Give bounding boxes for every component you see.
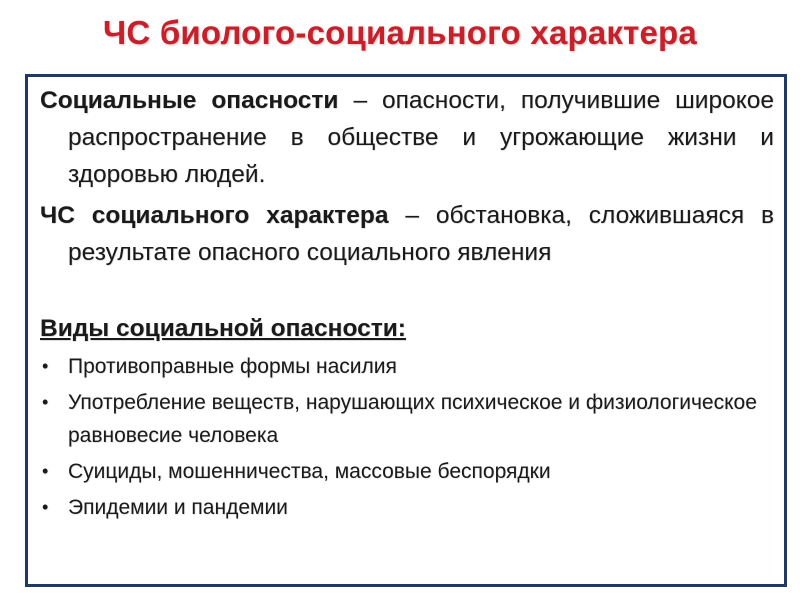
spacer (40, 271, 774, 308)
definition-term: ЧС социального характера (40, 202, 389, 229)
definition-term: Социальные опасности (40, 87, 339, 114)
list-item (40, 491, 774, 524)
list-item-text: Суициды, мошенничества, массовые беспорядки (68, 460, 551, 483)
definition-text: – опасности, получившие широкое распространение в обществе и угрожающие жизни и здоровью людей. (68, 87, 774, 188)
bullet-icon: • (42, 497, 49, 517)
list-item-text: Противоправные формы насилия (68, 355, 397, 378)
list-item (40, 455, 774, 488)
list-item (40, 350, 774, 383)
bullet-icon: • (42, 392, 49, 412)
bullet-icon: • (42, 356, 49, 376)
content-box (25, 74, 787, 587)
types-heading: Виды социальной опасности: (40, 315, 406, 342)
definition-social-hazards (40, 82, 774, 193)
list-item-text: Эпидемии и пандемии (68, 496, 288, 519)
definition-text: – обстановка, сложившаяся в результате опасного социального явления (68, 202, 775, 266)
slide-title: ЧС биолого-социального характера (103, 14, 697, 51)
definition-social-emergency (40, 197, 774, 271)
types-list (40, 350, 774, 524)
list-item-text: Употребление веществ, нарушающих психическое и физиологическое равновесие человека (68, 391, 757, 447)
list-item (40, 386, 774, 452)
bullet-icon: • (42, 461, 49, 481)
